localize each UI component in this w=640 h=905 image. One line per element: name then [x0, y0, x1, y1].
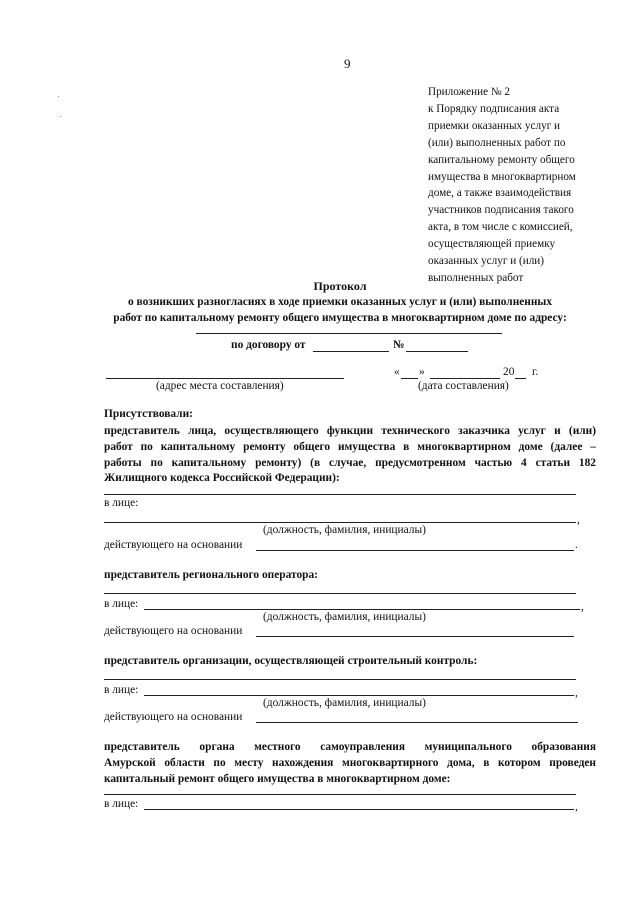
- comma: ,: [575, 687, 578, 699]
- in-person-blank: [104, 522, 576, 523]
- place-caption: (адрес места составления): [156, 380, 284, 392]
- in-person-blank: [144, 609, 580, 610]
- appendix-line: капитальному ремонту общего: [428, 153, 575, 166]
- local-government-name-blank: [104, 794, 576, 795]
- date-month-blank: [430, 378, 500, 379]
- comma: ,: [577, 514, 580, 526]
- comma: ,: [581, 601, 584, 613]
- appendix-line: выполненных работ: [428, 271, 524, 284]
- acting-basis-label: действующего на основании: [104, 711, 243, 723]
- appendix-line: оказанных услуг и (или): [428, 255, 545, 268]
- date-year-blank: [515, 378, 526, 379]
- in-person-blank: [144, 695, 574, 696]
- appendix-line: Приложение № 2: [428, 86, 510, 98]
- acting-basis-label: действующего на основании: [104, 625, 243, 637]
- local-government-line-3: капитальный ремонт общего имущества в многоквартирном доме:: [104, 773, 451, 785]
- in-person-label: в лице:: [104, 684, 139, 696]
- local-government-line-2: Амурской области по месту нахождения многоквартирного дома, в котором проведен: [104, 757, 596, 769]
- date-day-blank: [401, 378, 418, 379]
- tech-customer-name-blank: [104, 494, 576, 495]
- contract-date-blank: [313, 351, 389, 352]
- date-open-quote: «: [394, 366, 400, 378]
- appendix-line: (или) выполненных работ по: [428, 136, 566, 149]
- date-year-prefix: 20: [503, 366, 515, 378]
- tech-customer-line-3: работы по капитальному ремонту) (в случае, предусмотренном частью 4 статьи 182: [104, 457, 596, 469]
- appendix-line: акта, в том числе с комиссией,: [428, 221, 573, 234]
- contract-number-blank: [406, 351, 468, 352]
- period: .: [575, 539, 578, 551]
- place-blank: [106, 378, 344, 379]
- position-caption: (должность, фамилия, инициалы): [263, 611, 426, 623]
- tech-customer-line-2: работ по капитальному ремонту общего имущества в многоквартирном доме (далее –: [104, 441, 596, 453]
- protocol-subtitle-line-2: работ по капитальному ремонту общего имущества в многоквартирном доме по адресу:: [113, 312, 567, 324]
- acting-basis-blank: [256, 636, 574, 637]
- local-government-line-1: представитель органа местного самоуправления муниципального образования: [104, 741, 596, 753]
- in-person-label: в лице:: [104, 598, 139, 610]
- acting-basis-blank: [256, 550, 574, 551]
- comma: ,: [575, 801, 578, 813]
- date-year-suffix: г.: [532, 366, 539, 378]
- protocol-subtitle-line-1: о возникших разногласиях в ходе приемки оказанных услуг и (или) выполненных: [127, 296, 553, 308]
- tech-customer-line-4: Жилищного кодекса Российской Федерации):: [104, 472, 340, 484]
- appendix-line: имущества в многоквартирном: [428, 170, 576, 183]
- construction-control-label: представитель организации, осуществляющей строительный контроль:: [104, 655, 478, 667]
- number-sign: №: [393, 339, 405, 351]
- protocol-heading: Протокол: [313, 279, 367, 293]
- appendix-line: к Порядку подписания акта: [428, 102, 560, 115]
- position-caption: (должность, фамилия, инициалы): [263, 524, 426, 536]
- acting-basis-label: действующего на основании: [104, 539, 243, 551]
- in-person-blank: [144, 809, 574, 810]
- regional-operator-name-blank: [104, 593, 576, 594]
- in-person-label: в лице:: [104, 798, 139, 810]
- scan-speck: [60, 116, 61, 117]
- in-person-label: в лице:: [104, 497, 139, 509]
- appendix-line: участников подписания такого: [428, 204, 574, 217]
- appendix-line: приемки оказанных услуг и: [428, 119, 561, 132]
- date-close-quote: »: [419, 366, 425, 378]
- address-blank: [196, 333, 502, 334]
- scan-speck: [58, 96, 59, 97]
- construction-control-name-blank: [104, 679, 576, 680]
- appendix-line: осуществляющей приемку: [428, 238, 556, 251]
- appendix-line: доме, а также взаимодействия: [428, 187, 572, 200]
- position-caption: (должность, фамилия, инициалы): [263, 697, 426, 709]
- tech-customer-line-1: представитель лица, осуществляющего функции технического заказчика услуг и (или): [104, 425, 596, 437]
- appendix-note: [428, 84, 618, 287]
- contract-label: по договору от: [231, 339, 306, 351]
- present-heading: Присутствовали:: [104, 408, 193, 420]
- acting-basis-blank: [256, 722, 578, 723]
- date-caption: (дата составления): [418, 380, 509, 392]
- regional-operator-label: представитель регионального оператора:: [104, 569, 318, 581]
- page-number: 9: [344, 56, 351, 71]
